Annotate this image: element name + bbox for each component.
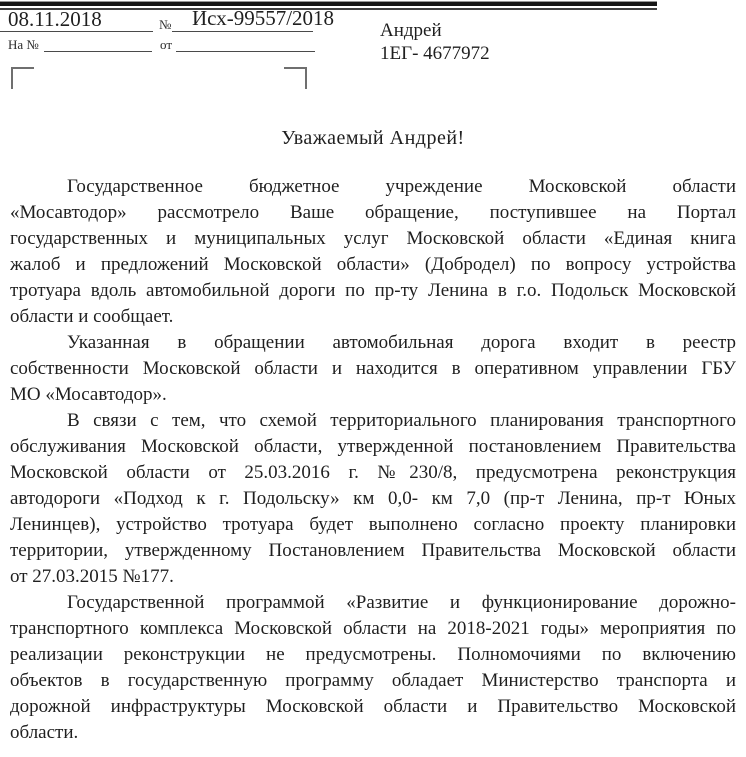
reply-number-label: На № (8, 37, 39, 52)
salutation: Уважаемый Андрей! (281, 127, 465, 149)
address-corner-mark-right (284, 67, 307, 89)
body-line: реализации реконструкции не предусмотрены. Полномочиями по включению (10, 644, 736, 665)
body-line: Московской области от 25.03.2016 г. №230/8, предусмотрена реконструкция (10, 462, 736, 483)
reply-number-underline (44, 51, 152, 52)
body-line: автодороги «Подход к г. Подольску» км 0,0- км 7,0 (пр-т Ленина, пр-т Юных (10, 488, 736, 509)
number-sign-label: № (159, 17, 172, 32)
body-line: территории, утвержденному Постановлением Правительства Московской области (10, 540, 736, 561)
body-line: от 27.03.2015 №177. (10, 566, 174, 587)
outgoing-number-underline (172, 31, 313, 32)
body-line: обслуживания Московской области, утвержденной постановлением Правительства (10, 436, 736, 457)
body-line: области. (10, 722, 79, 743)
recipient-name: Андрей (380, 20, 442, 41)
body-line: Ленинцев), устройство тротуара будет выполнено согласно проекту планировки (10, 514, 736, 535)
body-line: Государственной программой «Развитие и функционирование дорожно- (67, 592, 736, 613)
reply-from-underline (176, 51, 315, 52)
body-line: Указанная в обращении автомобильная дорога входит в реестр (67, 332, 736, 353)
body-line: дорожной инфраструктуры Московской области и Правительство Московской (10, 696, 736, 717)
outgoing-number: Исх-99557/2018 (192, 6, 335, 30)
body-line: объектов в государственную программу обладает Министерство транспорта и (10, 670, 736, 691)
body-line: «Мосавтодор» рассмотрело Ваше обращение, поступившее на Портал (10, 202, 736, 223)
body-line: жалоб и предложений Московской области» (Добродел) по вопросу устройства (10, 254, 736, 275)
letter-date: 08.11.2018 (8, 7, 102, 31)
body-line: области и сообщает. (10, 306, 174, 327)
reply-from-label: от (160, 37, 173, 52)
body-line: Государственное бюджетное учреждение Московской области (67, 176, 736, 197)
body-line: государственных и муниципальных услуг Московской области «Единая книга (10, 228, 736, 249)
recipient-case-number: 1ЕГ- 4677972 (380, 43, 490, 64)
letter-body (10, 174, 736, 746)
body-line: транспортного комплекса Московской области на 2018-2021 годы» мероприятия по (10, 618, 736, 639)
address-corner-mark-left (11, 67, 34, 89)
date-underline (0, 31, 153, 32)
recipient-block (380, 19, 490, 65)
body-line: тротуара вдоль автомобильной дороги по пр-ту Ленина в г.о. Подольск Московской (10, 280, 736, 301)
body-line: В связи с тем, что схемой территориального планирования транспортного (67, 410, 736, 431)
body-line: собственности Московской области и находится в оперативном управлении ГБУ (10, 358, 736, 379)
body-line: МО «Мосавтодор». (10, 384, 167, 405)
